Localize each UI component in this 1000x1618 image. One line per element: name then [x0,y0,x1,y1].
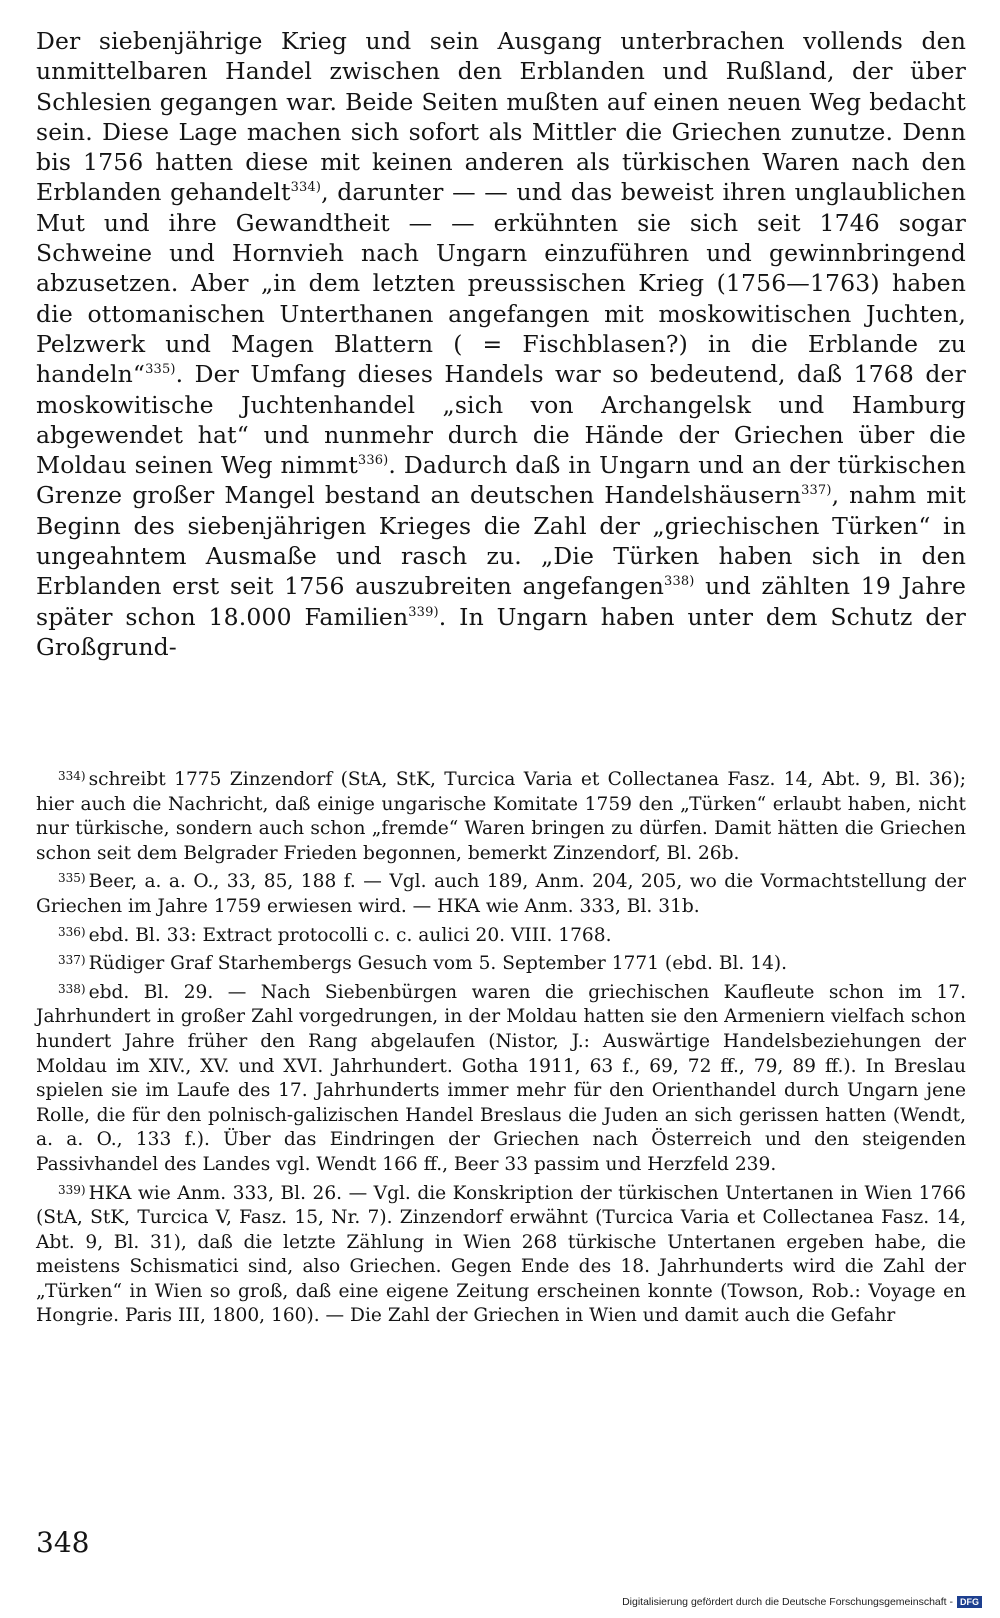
footnote-number: 335) [58,871,86,886]
footnote-number: 338) [58,981,86,996]
dfg-logo-icon: DFG [957,1596,982,1608]
footnote-number: 336) [58,924,86,939]
footnote-ref-337: 337) [801,483,832,499]
footnote-text: ebd. Bl. 33: Extract protocolli c. c. aulici 20. VIII. 1768. [88,924,612,946]
footnote-334 [36,764,966,866]
footnote-text: schreibt 1775 Zinzendorf (StA, StK, Turcica Varia et Collectanea Fasz. 14, Abt. 9, Bl. 36); hier auch die Nachricht, daß einige ungarische Komitate 1759 den „Türken“ erlaubt haben, nicht nur türkische, sondern auch schon „fremde“ Waren bringen zu dürfen. Damit hätten die Griechen schon seit dem Belgrader Frieden begonnen, bemerkt Zinzendorf, Bl. 26b. [36,769,966,864]
footnote-337 [36,948,966,977]
footnote-335 [36,866,966,919]
footnote-number: 339) [58,1182,86,1197]
footnote-number: 334) [58,769,86,783]
footnotes [36,764,966,1329]
digitization-credit [622,1595,982,1609]
footnote-ref-334: 334) [290,180,322,196]
footnote-ref-336: 336) [357,453,389,469]
footnote-ref-335: 335) [145,362,176,378]
paragraph-text: Der siebenjährige Krieg und sein Ausgang unterbrachen vollends den unmittelbaren Handel zwischen den Erblanden und Rußland, der über Schlesien gegangen war. Beide Seiten mußten auf einen neuen Weg bedacht sein. Diese Lage machen sich sofort als Mittler die Griechen zunutze. Denn bis 1756 hatten diese mit keinen anderen als türkischen Waren nach den Erblanden gehandelt [36,27,966,207]
footnote-text: ebd. Bl. 29. — Nach Siebenbürgen waren die griechischen Kaufleute schon im 17. Jahrhundert in großer Zahl vorgedrungen, in der Moldau hatten sie den Armeniern vielfach schon hundert Jahre früher den Rang abgelaufen (Nistor, J.: Auswärtige Handelsbeziehungen der Moldau im XIV., XV. und XVI. Jahrhundert. Gotha 1911, 63 f., 69, 72 ff., 79, 89 ff.). In Breslau spielen sie im Laufe des 17. Jahrhunderts immer mehr für den Orienthandel durch Ungarn jene Rolle, die für den polnisch-galizischen Handel Breslaus die Juden an sich gerissen hatten (Wendt, a. a. O., 133 f.). Über das Eindringen der Griechen nach Österreich und den steigenden Passivhandel des Landes vgl. Wendt 166 ff., Beer 33 passim und Herzfeld 239. [36,981,966,1175]
main-paragraph [36,26,966,662]
footnote-339 [36,1178,966,1330]
paragraph-text: . In Ungarn haben unter dem Schutz der Großgrund- [36,602,966,661]
paragraph-text: . Der Umfang dieses Handels war so bedeutend, daß 1768 der moskowitische Juchtenhandel „sich von Archangelsk und Hamburg abgewendet hat“ und nunmehr durch die Hände der Griechen über die Moldau seinen Weg nimmt [36,360,966,480]
credit-text: Digitalisierung gefördert durch die Deutsche Forschungsgemeinschaft - [622,1596,953,1608]
footnote-ref-338: 338) [664,574,695,590]
footnote-text: Rüdiger Graf Starhembergs Gesuch vom 5. September 1771 (ebd. Bl. 14). [88,953,788,975]
paragraph-text: , nahm mit Beginn des siebenjährigen Krieges die Zahl der „griechischen Türken“ in ungeahntem Ausmaße und rasch zu. „Die Türken haben sich in den Erblanden erst seit 1756 auszubreiten angefangen [36,481,966,601]
footnote-number: 337) [58,953,86,968]
footnote-338 [36,977,966,1178]
footnote-text: HKA wie Anm. 333, Bl. 26. — Vgl. die Konskription der türkischen Untertanen in Wien 1766 (StA, StK, Turcica V, Fasz. 15, Nr. 7). Zinzendorf erwähnt (Turcica Varia et Collectanea Fasz. 14, Abt. 9, Bl. 31), daß die letzte Zählung in Wien 268 türkische Untertanen ergeben habe, die meistens Schismatici sind, also Griechen. Gegen Ende des 18. Jahrhunderts wird die Zahl der „Türken“ in Wien so groß, daß eine eigene Zeitung erscheinen konnte (Towson, Rob.: Voyage en Hongrie. Paris III, 1800, 160). — Die Zahl der Griechen in Wien und damit auch die Gefahr [36,1182,966,1327]
footnote-ref-339: 339) [408,604,439,620]
paragraph-text: . Dadurch daß in Ungarn und an der türkischen Grenze großer Mangel bestand an deutschen Handelshäusern [36,451,966,510]
page-number: 348 [36,1526,90,1559]
paragraph-text: , darunter — — und das beweist ihren unglaublichen Mut und ihre Gewandtheit — — erkühnten sie sich seit 1746 sogar Schweine und Hornvieh nach Ungarn einzuführen und gewinnbringend abzusetzen. Aber „in dem letzten preussischen Krieg (1756—1763) haben die ottomanischen Unterthanen angefangen mit moskowitischen Juchten, Pelzwerk und Magen Blattern ( = Fischblasen?) in die Erblande zu handeln“ [36,178,967,389]
footnote-336 [36,920,966,949]
paragraph-text: und zählten 19 Jahre später schon 18.000 Familien [36,572,966,631]
footnote-text: Beer, a. a. O., 33, 85, 188 f. — Vgl. auch 189, Anm. 204, 205, wo die Vormachtstellung der Griechen im Jahre 1759 erwiesen wird. — HKA wie Anm. 333, Bl. 31b. [36,871,966,917]
